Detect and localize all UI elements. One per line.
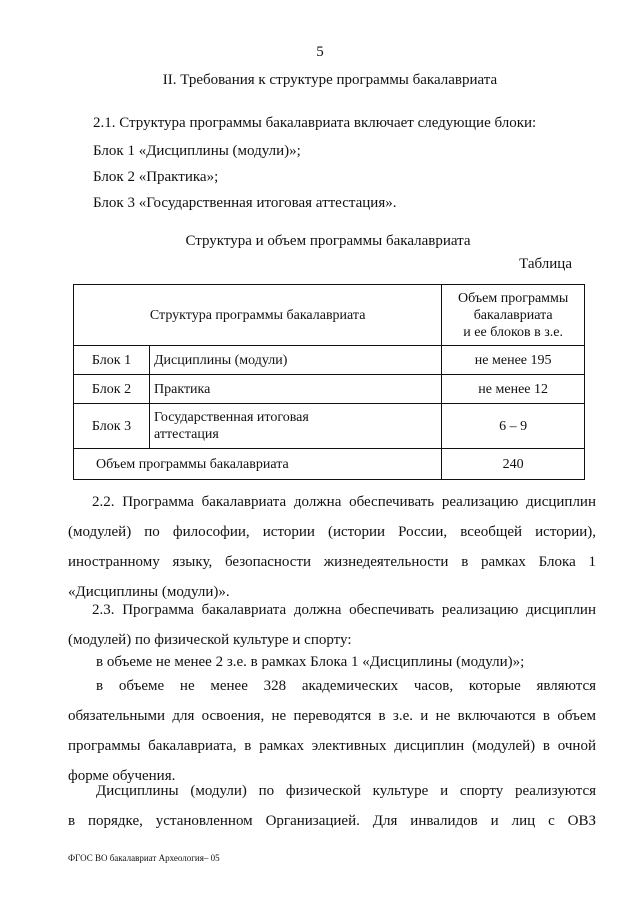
table-row [74, 346, 585, 375]
block-cell: Блок 2 [74, 375, 150, 404]
paragraph-2-3: 2.3. Программа бакалавриата должна обеспечивать реализацию дисциплин (модулей) по физической культуре и спорту: [68, 602, 596, 648]
total-label-cell: Объем программы бакалавриата [74, 449, 442, 480]
block-3-item: Блок 3 «Государственная итоговая аттестация». [93, 195, 397, 211]
volume-cell: не менее 12 [442, 375, 585, 404]
paragraph-physical-culture: Дисциплины (модули) по физической культуре и спорту реализуются в порядке, установленном Организацией. Для инвалидов и лиц с ОВЗ [68, 783, 596, 829]
paragraph-option-a: в объеме не менее 2 з.е. в рамках Блока 1 «Дисциплины (модули)»; [96, 654, 525, 670]
block-cell: Блок 1 [74, 346, 150, 375]
table-row [74, 404, 585, 449]
paragraph-option-b: в объеме не менее 328 академических часов, которые являются обязательными для освоения, не переводятся в з.е. и не включаются в объем программы бакалавриата, в рамках элективных дисциплин (модулей) в очной форме обучения. [68, 678, 596, 784]
structure-table [73, 284, 585, 480]
table-row [74, 375, 585, 404]
table-label: Таблица [519, 256, 572, 272]
table-header-structure: Структура программы бакалавриата [74, 285, 442, 346]
block-name-cell: Государственная итоговая аттестация [150, 404, 442, 449]
block-cell: Блок 3 [74, 404, 150, 449]
section-heading: II. Требования к структуре программы бакалавриата [162, 72, 498, 88]
total-value-cell: 240 [442, 449, 585, 480]
paragraph-2-2: 2.2. Программа бакалавриата должна обеспечивать реализацию дисциплин (модулей) по философии, истории (истории России, всеобщей истории), иностранному языку, безопасности жизнедеятельности в рамках Блока 1 «Дисциплины (модули)». [68, 494, 596, 600]
paragraph-2-1: 2.1. Структура программы бакалавриата включает следующие блоки: [93, 115, 537, 131]
table-header-volume: Объем программы бакалавриата и ее блоков в з.е. [442, 285, 585, 346]
page-number: 5 [316, 44, 324, 60]
volume-cell: 6 – 9 [442, 404, 585, 449]
block-name-cell: Практика [150, 375, 442, 404]
table-total-row [74, 449, 585, 480]
block-name-cell: Дисциплины (модули) [150, 346, 442, 375]
block-2-item: Блок 2 «Практика»; [93, 169, 219, 185]
volume-cell: не менее 195 [442, 346, 585, 375]
table-caption: Структура и объем программы бакалавриата [185, 233, 471, 249]
block-1-item: Блок 1 «Дисциплины (модули)»; [93, 143, 301, 159]
page-footer: ФГОС ВО бакалавриат Археология– 05 [68, 853, 220, 863]
